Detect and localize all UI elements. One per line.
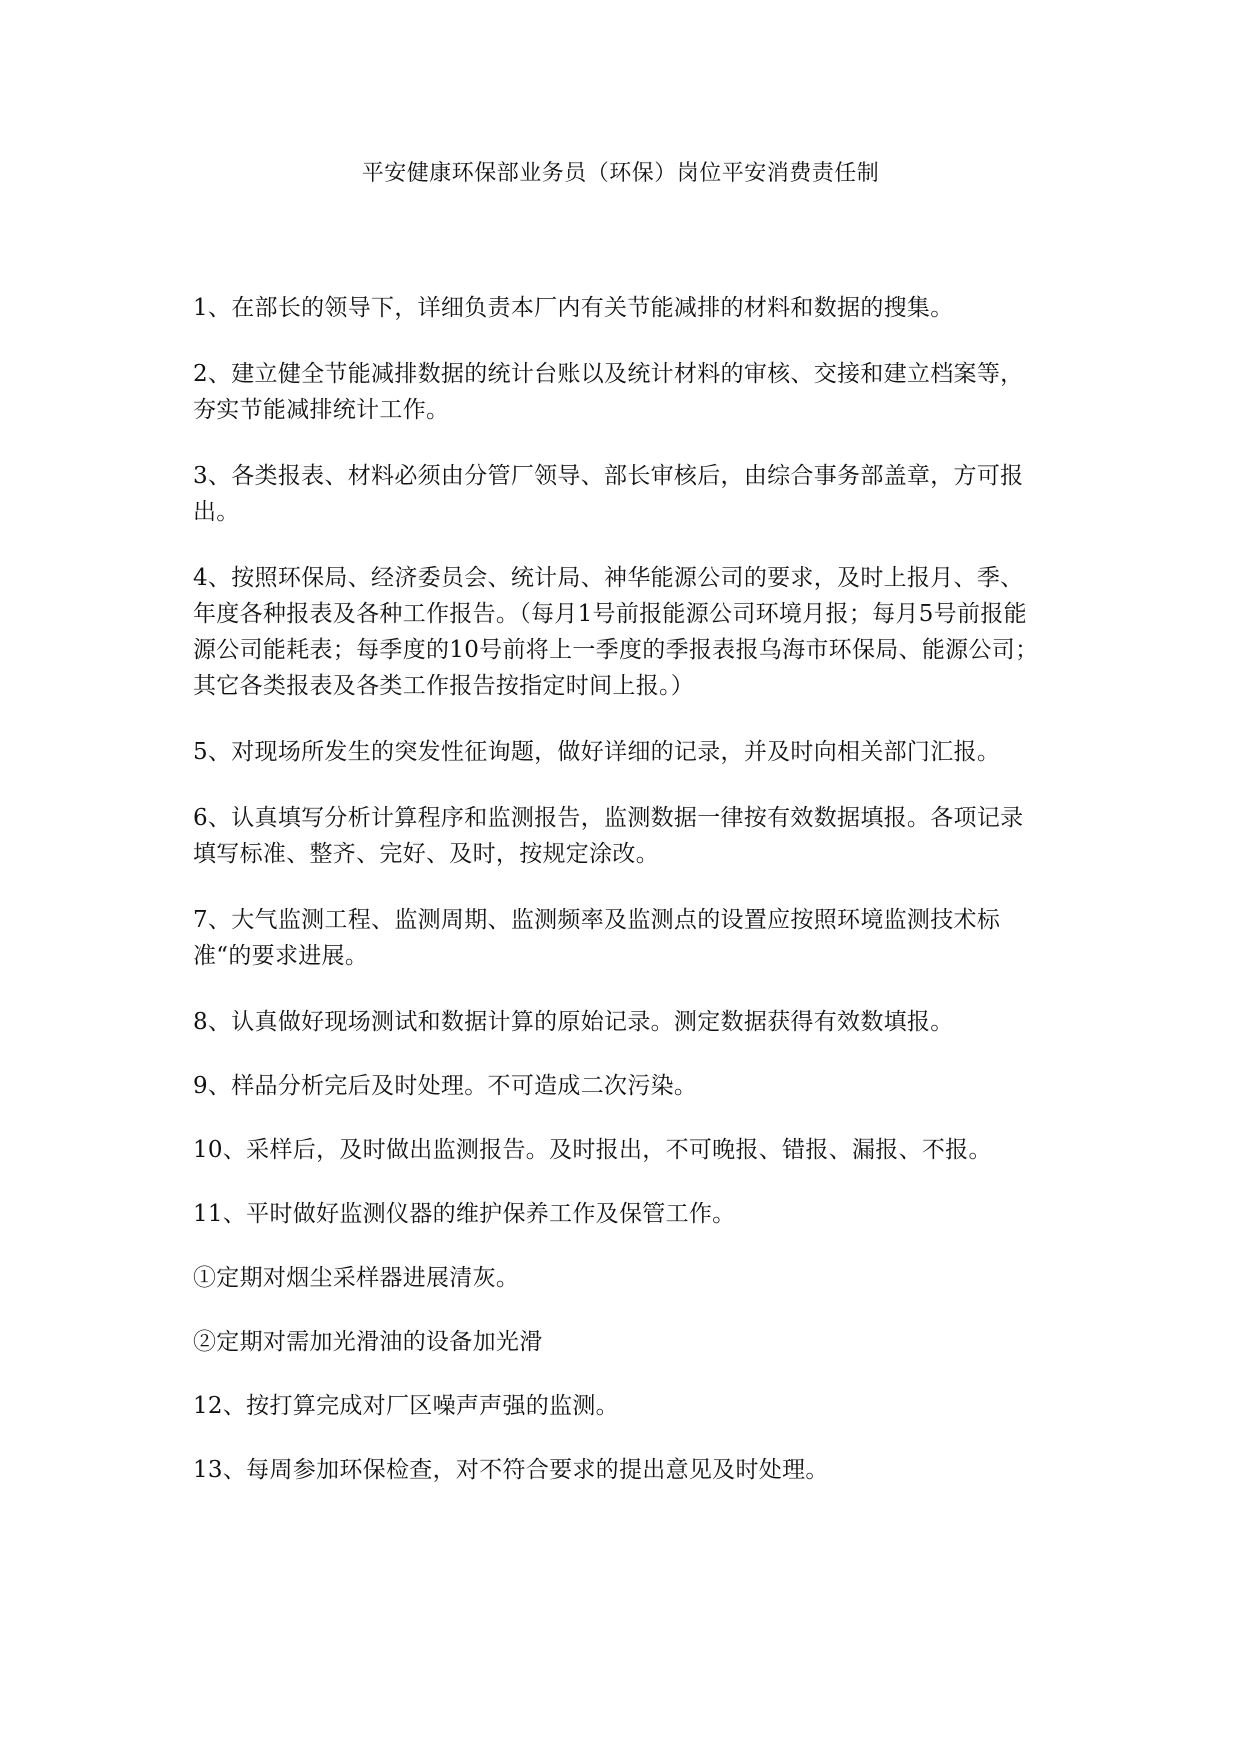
paragraph-11: 11、平时做好监测仪器的维护保养工作及保管工作。 (193, 1201, 736, 1227)
document-title: 平安健康环保部业务员（环保）岗位平安消费责任制 (361, 161, 880, 186)
document-body (193, 290, 1043, 1516)
paragraph-13: 13、每周参加环保检查，对不符合要求的提出意见及时处理。 (193, 1457, 829, 1483)
paragraph-11-sub-2: ②定期对需加光滑油的设备加光滑 (193, 1329, 543, 1355)
paragraph-11-sub-1: ①定期对烟尘采样器进展清灰。 (193, 1265, 520, 1291)
paragraph-2: 2、建立健全节能减排数据的统计台账以及统计材料的审核、交接和建立档案等，夯实节能减排统计工作。 (193, 361, 1024, 423)
paragraph-1: 1、在部长的领导下，详细负责本厂内有关节能减排的材料和数据的搜集。 (193, 295, 954, 321)
paragraph-5: 5、对现场所发生的突发性征询题，做好详细的记录，并及时向相关部门汇报。 (193, 739, 1001, 765)
paragraph-3: 3、各类报表、材料必须由分管厂领导、部长审核后，由综合事务部盖章，方可报出。 (193, 463, 1024, 525)
paragraph-10: 10、采样后，及时做出监测报告。及时报出，不可晚报、错报、漏报、不报。 (193, 1137, 992, 1163)
paragraph-9: 9、样品分析完后及时处理。不可造成二次污染。 (193, 1073, 698, 1099)
paragraph-7: 7、大气监测工程、监测周期、监测频率及监测点的设置应按照环境监测技术标准“的要求进展。 (193, 907, 1001, 969)
paragraph-4: 4、按照环保局、经济委员会、统计局、神华能源公司的要求，及时上报月、季、年度各种报表及各种工作报告。（每月1号前报能源公司环境月报；每月5号前报能源公司能耗表；每季度的10号前将上一季度的季报表报乌海市环保局、能源公司；其它各类报表及各类工作报告按指定时间上报。） (193, 565, 1039, 699)
paragraph-6: 6、认真填写分析计算程序和监测报告，监测数据一律按有效数据填报。各项记录填写标准、整齐、完好、及时，按规定涂改。 (193, 805, 1024, 867)
paragraph-12: 12、按打算完成对厂区噪声声强的监测。 (193, 1393, 619, 1419)
paragraph-8: 8、认真做好现场测试和数据计算的原始记录。测定数据获得有效数填报。 (193, 1009, 954, 1035)
